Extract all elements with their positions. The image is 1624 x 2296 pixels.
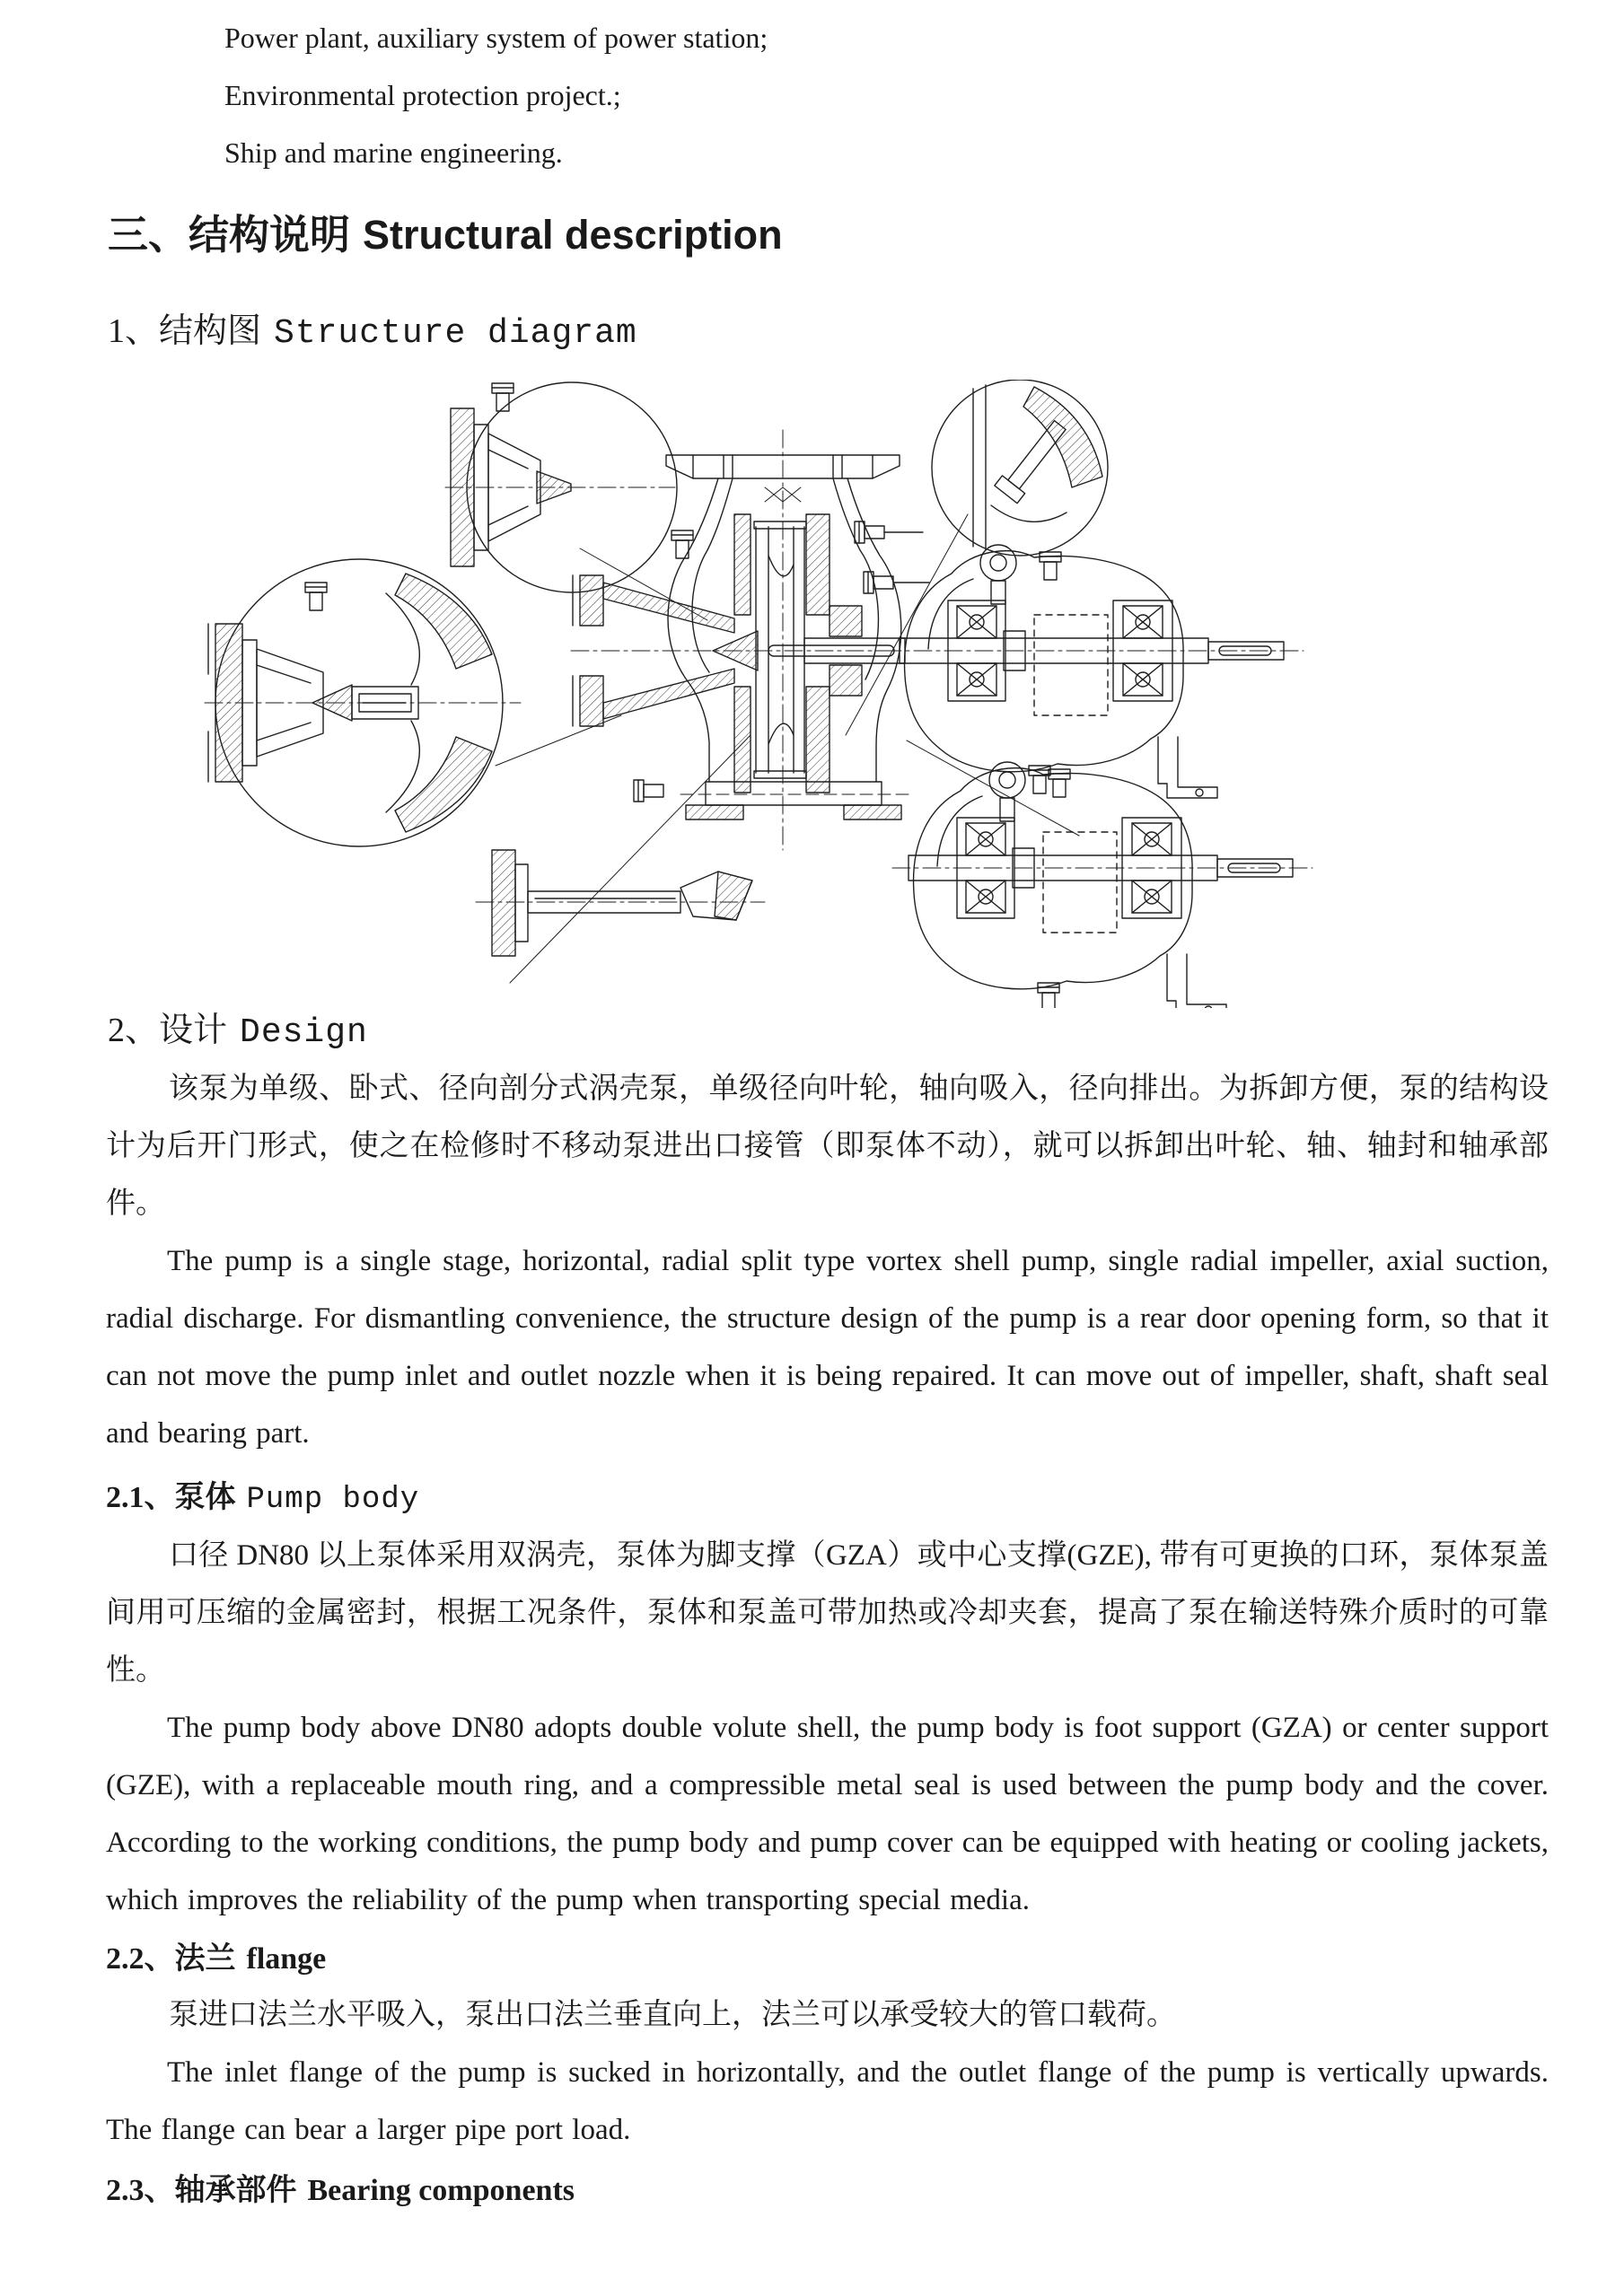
shaft-component-view	[492, 850, 752, 956]
subheading-en: Bearing components	[307, 2174, 575, 2207]
list-item: Ship and marine engineering.	[224, 136, 563, 169]
application-list	[106, 9, 1549, 181]
structure-diagram	[0, 380, 1624, 1008]
subheading-structure-diagram	[108, 311, 1549, 355]
subheading-pump-body	[106, 1477, 1549, 1521]
bearing-assembly-top	[883, 545, 1304, 798]
pump-body-paragraph-zh: 口径 DN80 以上泵体采用双涡壳，泵体为脚支撑（GZA）或中心支撑(GZE), 带有可更换的口环，泵体泵盖间用可压缩的金属密封，根据工况条件，泵体和泵盖可带加热或冷却夹套，提高了泵在输送特殊介质时的可靠性。	[106, 1539, 1549, 1687]
section-heading-structural-description	[108, 210, 1549, 260]
pump-body-paragraph-en: The pump body above DN80 adopts double volute shell, the pump body is foot support (GZA) or center support (GZE), with a replaceable mouth ring, and a compressible metal seal is used between the pump body and the cover. According to the working conditions, the pump body and pump cover can be equipped with heating or cooling jackets, which improves the reliability of the pump when transporting special media.	[106, 1712, 1549, 1916]
bearing-assembly-bottom	[892, 762, 1312, 1008]
design-paragraph-zh: 该泵为单级、卧式、径向剖分式涡壳泵，单级径向叶轮，轴向吸入，径向排出。为拆卸方便，泵的结构设计为后开门形式，使之在检修时不移动泵进出口接管（即泵体不动），就可以拆卸出叶轮、轴、轴封和轴承部件。	[106, 1073, 1549, 1220]
subheading-en: Pump body	[246, 1483, 420, 1517]
seal-detail-view	[932, 380, 1108, 556]
subheading-zh: 2.3、轴承部件	[106, 2174, 297, 2207]
subheading-zh: 1、结构图	[108, 312, 262, 350]
pump-cross-section-drawing	[0, 380, 1624, 1008]
heading-zh: 三、结构说明	[108, 212, 351, 258]
subheading-en: flange	[246, 1942, 327, 1976]
flange-paragraph-en: The inlet flange of the pump is sucked in horizontally, and the outlet flange of the pump is vertically upwards. The flange can bear a larger pipe port load.	[106, 2056, 1549, 2146]
list-item: Power plant, auxiliary system of power station;	[224, 22, 768, 54]
subheading-en: Design	[240, 1013, 368, 1052]
subheading-en: Structure diagram	[274, 314, 637, 353]
flange-paragraph-zh: 泵进口法兰水平吸入，泵出口法兰垂直向上，法兰可以承受较大的管口载荷。	[169, 1999, 1176, 2031]
subheading-zh: 2、设计	[108, 1012, 228, 1049]
heading-en: Structural description	[363, 212, 783, 258]
volute-section-view	[573, 455, 929, 819]
subheading-bearing-components	[106, 2169, 1549, 2213]
subheading-flange	[106, 1938, 1549, 1981]
subheading-zh: 2.1、泵体	[106, 1481, 236, 1514]
design-paragraph-en: The pump is a single stage, horizontal, radial split type vortex shell pump, single radial impeller, axial suction, radial discharge. For dismantling convenience, the structure design of the pump is a rear door opening form, so that it can not move the pump inlet and outlet nozzle when it is being repaired. It can move out of impeller, shaft, shaft seal and bearing part.	[106, 1245, 1549, 1450]
list-item: Environmental protection project.;	[224, 79, 621, 111]
subheading-design	[108, 1010, 1549, 1054]
subheading-zh: 2.2、法兰	[106, 1942, 236, 1976]
